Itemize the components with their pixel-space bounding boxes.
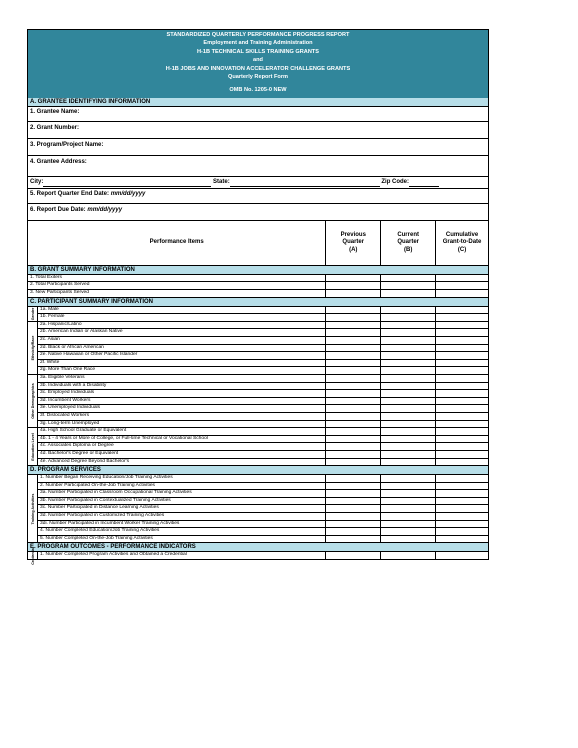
education-side-label: Education Level	[28, 428, 38, 465]
table-row	[38, 367, 488, 374]
current-quarter-cell[interactable]	[380, 459, 435, 466]
header-line: and	[253, 57, 263, 64]
previous-quarter-cell[interactable]	[325, 521, 380, 528]
previous-quarter-cell[interactable]	[325, 375, 380, 382]
row-label: 3f. Dislocated Workers	[40, 412, 90, 418]
previous-quarter-cell[interactable]	[325, 459, 380, 466]
row-label: 3a. Number Participated in Classroom Occupational Training Activities	[40, 490, 192, 496]
current-quarter-cell[interactable]	[380, 390, 435, 397]
table-row	[38, 398, 488, 406]
current-quarter-cell[interactable]	[380, 375, 435, 382]
cumulative-cell[interactable]	[435, 282, 488, 289]
report-due-value: mm/dd/yyyy	[87, 206, 123, 213]
row-label: 3d. Incumbent Workers	[40, 397, 91, 403]
table-row	[38, 536, 488, 543]
previous-quarter-cell[interactable]	[325, 536, 380, 543]
previous-quarter-cell[interactable]	[325, 428, 380, 435]
table-row	[38, 390, 488, 398]
previous-quarter-cell[interactable]	[325, 367, 380, 374]
cumulative-cell[interactable]	[435, 521, 488, 528]
current-quarter-cell[interactable]	[380, 490, 435, 497]
previous-quarter-cell[interactable]	[325, 322, 380, 329]
current-quarter-cell[interactable]	[380, 360, 435, 367]
section-c-title: C. PARTICIPANT SUMMARY INFORMATION	[27, 298, 489, 307]
cumulative-cell[interactable]	[435, 314, 488, 321]
cumulative-cell[interactable]	[435, 329, 488, 336]
previous-quarter-cell[interactable]	[325, 513, 380, 520]
performance-items-header: Performance Items	[149, 239, 204, 246]
zip-input[interactable]	[409, 180, 439, 187]
table-row	[38, 383, 488, 391]
previous-quarter-cell[interactable]	[325, 383, 380, 390]
gender-group	[27, 307, 489, 322]
table-row	[27, 290, 489, 298]
cumulative-cell[interactable]	[435, 528, 488, 535]
row-label: 2. Total Participants Served	[30, 282, 90, 288]
cumulative-cell[interactable]	[435, 360, 488, 367]
cumulative-cell[interactable]	[435, 383, 488, 390]
table-row	[38, 360, 488, 368]
previous-quarter-cell[interactable]	[325, 290, 380, 297]
current-quarter-cell[interactable]	[380, 436, 435, 443]
cumulative-cell[interactable]	[435, 498, 488, 505]
cumulative-cell[interactable]	[435, 375, 488, 382]
omb-number: OMB No. 1205-0 NEW	[229, 87, 287, 94]
city-label: City:	[30, 178, 44, 185]
credential-side-label: Credential	[28, 552, 38, 559]
current-quarter-cell[interactable]	[380, 282, 435, 289]
header-line: H-1B JOBS AND INNOVATION ACCELERATOR CHALLENGE GRANTS	[165, 65, 351, 72]
table-row	[38, 307, 488, 315]
previous-quarter-header: Previous Quarter (A)	[325, 221, 380, 265]
cumulative-cell[interactable]	[435, 513, 488, 520]
grantee-name-field[interactable]: 1. Grantee Name:	[27, 107, 489, 122]
section-e-title: E. PROGRAM OUTCOMES - PERFORMANCE INDICATORS	[27, 543, 489, 552]
row-label: 2d. Black or African American	[40, 344, 104, 350]
current-quarter-cell[interactable]	[380, 483, 435, 490]
grantee-address-field[interactable]: 4. Grantee Address:	[27, 156, 489, 177]
cumulative-cell[interactable]	[435, 451, 488, 458]
table-row	[38, 314, 488, 321]
report-quarter-label: 5. Report Quarter End Date:	[30, 190, 110, 197]
table-row	[38, 443, 488, 451]
ethnicity-group	[27, 322, 489, 375]
cumulative-cell[interactable]	[435, 421, 488, 428]
table-row	[38, 352, 488, 360]
cumulative-cell[interactable]	[435, 398, 488, 405]
state-label: State:	[213, 178, 230, 185]
training-side-label: Training Activities	[28, 475, 38, 542]
row-label: 3di. Number Participated in Incumbent Worker Training Activities	[40, 520, 180, 526]
table-row	[38, 451, 488, 459]
grant-number-field[interactable]: 2. Grant Number:	[27, 122, 489, 139]
cumulative-cell[interactable]	[435, 405, 488, 412]
current-quarter-cell[interactable]	[380, 367, 435, 374]
quarterly-report-form	[27, 29, 489, 565]
table-row	[38, 421, 488, 428]
city-state-zip-row	[27, 177, 489, 189]
previous-quarter-cell[interactable]	[325, 421, 380, 428]
row-label: 1. Total Exiters	[30, 274, 62, 280]
current-quarter-cell[interactable]	[380, 307, 435, 314]
cumulative-cell[interactable]	[435, 352, 488, 359]
current-quarter-cell[interactable]	[380, 337, 435, 344]
previous-quarter-cell[interactable]	[325, 390, 380, 397]
gender-side-label: Gender	[28, 307, 38, 321]
previous-quarter-cell[interactable]	[325, 552, 380, 559]
previous-quarter-cell[interactable]	[325, 475, 380, 482]
row-label: 4b. 1 - 4 Years or More of College, or Full-time Technical or Vocational School	[40, 435, 208, 441]
cumulative-cell[interactable]	[435, 337, 488, 344]
current-quarter-cell[interactable]	[380, 329, 435, 336]
row-label: 1a. Male	[40, 306, 59, 312]
cumulative-header: Cumulative Grant-to-Date (C)	[435, 221, 488, 265]
current-quarter-cell[interactable]	[380, 421, 435, 428]
education-group	[27, 428, 489, 466]
current-quarter-cell[interactable]	[380, 352, 435, 359]
cumulative-cell[interactable]	[435, 459, 488, 466]
ethnicity-side-label: Ethnicity/Race	[28, 322, 38, 374]
row-label: 4a. High School Graduate or Equivalent	[40, 428, 127, 434]
row-label: 3b. Individuals with a Disability	[40, 382, 107, 388]
zip-label: Zip Code:	[381, 178, 410, 185]
row-label: 2b. American Indian or Alaskan Native	[40, 329, 123, 335]
current-quarter-cell[interactable]	[380, 275, 435, 282]
cumulative-cell[interactable]	[435, 552, 488, 559]
previous-quarter-cell[interactable]	[325, 443, 380, 450]
table-row	[38, 428, 488, 436]
training-activities-group	[27, 475, 489, 543]
current-quarter-cell[interactable]	[380, 405, 435, 412]
previous-quarter-cell[interactable]	[325, 360, 380, 367]
section-b-title: B. GRANT SUMMARY INFORMATION	[27, 266, 489, 275]
section-d-title: D. PROGRAM SERVICES	[27, 466, 489, 475]
cumulative-cell[interactable]	[435, 443, 488, 450]
current-quarter-cell[interactable]	[380, 475, 435, 482]
current-quarter-cell[interactable]	[380, 322, 435, 329]
current-quarter-cell[interactable]	[380, 521, 435, 528]
cumulative-cell[interactable]	[435, 367, 488, 374]
current-quarter-cell[interactable]	[380, 345, 435, 352]
table-row	[38, 459, 488, 466]
row-label: 4d. Bachelor's Degree or Equivalent	[40, 450, 119, 456]
table-row	[38, 405, 488, 413]
row-label: 2e. Native Hawaiian or Other Pacific Islander	[40, 352, 138, 358]
cumulative-cell[interactable]	[435, 505, 488, 512]
cumulative-cell[interactable]	[435, 345, 488, 352]
other-demographics-side-label: Other Demographics	[28, 375, 38, 427]
current-quarter-cell[interactable]	[380, 451, 435, 458]
header-line: STANDARDIZED QUARTERLY PERFORMANCE PROGRESS REPORT	[166, 32, 350, 38]
table-row	[38, 475, 488, 483]
previous-quarter-cell[interactable]	[325, 436, 380, 443]
section-a-title: A. GRANTEE IDENTIFYING INFORMATION	[27, 98, 489, 107]
header-line: H-1B TECHNICAL SKILLS TRAINING GRANTS	[196, 48, 320, 55]
current-quarter-cell[interactable]	[380, 290, 435, 297]
state-input[interactable]	[230, 180, 380, 187]
cumulative-cell[interactable]	[435, 307, 488, 314]
table-row	[38, 552, 488, 559]
row-label: 3e. Unemployed Individuals	[40, 405, 101, 411]
previous-quarter-cell[interactable]	[325, 498, 380, 505]
current-quarter-cell[interactable]	[380, 383, 435, 390]
row-label: 2a. Hispanic/Latino	[40, 321, 82, 327]
previous-quarter-cell[interactable]	[325, 307, 380, 314]
table-row	[38, 513, 488, 521]
city-input[interactable]	[43, 180, 211, 187]
current-quarter-cell[interactable]	[380, 552, 435, 559]
previous-quarter-cell[interactable]	[325, 505, 380, 512]
cumulative-cell[interactable]	[435, 475, 488, 482]
current-quarter-cell[interactable]	[380, 443, 435, 450]
row-label: 4e. Advanced Degree Beyond Bachelor's	[40, 458, 130, 464]
program-name-field[interactable]: 3. Program/Project Name:	[27, 139, 489, 156]
row-label: 1b. Female	[40, 314, 65, 320]
column-headers	[27, 221, 489, 266]
row-label: 2g. More Than One Race	[40, 367, 96, 373]
row-label: 3. New Participants Served	[30, 290, 89, 296]
cumulative-cell[interactable]	[435, 428, 488, 435]
table-row	[38, 329, 488, 337]
header-line: Quarterly Report Form	[228, 74, 288, 81]
row-label: 3g. Long-term Unemployed	[40, 420, 100, 426]
current-quarter-cell[interactable]	[380, 513, 435, 520]
table-row	[38, 505, 488, 513]
previous-quarter-cell[interactable]	[325, 282, 380, 289]
current-quarter-cell[interactable]	[380, 428, 435, 435]
section-b-rows	[27, 275, 489, 298]
row-label: 1. Number Began Receiving Education/Job Training Activities	[40, 475, 173, 481]
row-label: 3d. Number Participated in Customized Training Activities	[40, 513, 165, 519]
previous-quarter-cell[interactable]	[325, 314, 380, 321]
previous-quarter-cell[interactable]	[325, 451, 380, 458]
current-quarter-cell[interactable]	[380, 536, 435, 543]
current-quarter-cell[interactable]	[380, 314, 435, 321]
current-quarter-cell[interactable]	[380, 498, 435, 505]
table-row	[27, 275, 489, 283]
report-due-label: 6. Report Due Date:	[30, 206, 86, 213]
table-row	[38, 337, 488, 345]
cumulative-cell[interactable]	[435, 275, 488, 282]
previous-quarter-cell[interactable]	[325, 352, 380, 359]
previous-quarter-cell[interactable]	[325, 490, 380, 497]
previous-quarter-cell[interactable]	[325, 329, 380, 336]
current-quarter-cell[interactable]	[380, 413, 435, 420]
table-row	[38, 375, 488, 383]
cumulative-cell[interactable]	[435, 390, 488, 397]
report-quarter-field[interactable]	[27, 189, 489, 204]
form-header	[27, 29, 489, 98]
cumulative-cell[interactable]	[435, 322, 488, 329]
cumulative-cell[interactable]	[435, 483, 488, 490]
row-label: 3c. Number Participated in Distance Learning Activities	[40, 505, 159, 511]
row-label: 3a. Eligible Veterans	[40, 374, 85, 380]
table-row	[27, 282, 489, 290]
other-demographics-group	[27, 375, 489, 428]
row-label: 4c. Associates Diploma or Degree	[40, 443, 114, 449]
previous-quarter-cell[interactable]	[325, 275, 380, 282]
row-label: 2c. Asian	[40, 337, 60, 342]
report-quarter-value: mm/dd/yyyy	[110, 190, 146, 197]
current-quarter-cell[interactable]	[380, 505, 435, 512]
previous-quarter-cell[interactable]	[325, 345, 380, 352]
previous-quarter-cell[interactable]	[325, 528, 380, 535]
row-label: 1. Number Completed Program Activities and Obtained a Credential	[40, 552, 187, 558]
previous-quarter-cell[interactable]	[325, 405, 380, 412]
cumulative-cell[interactable]	[435, 436, 488, 443]
row-label: 4. Number Completed Education/Job Training Activities	[40, 528, 160, 534]
table-row	[38, 413, 488, 421]
previous-quarter-cell[interactable]	[325, 483, 380, 490]
cumulative-cell[interactable]	[435, 413, 488, 420]
row-label: 3b. Number Participated in Contextualized Training Activities	[40, 497, 171, 503]
current-quarter-header: Current Quarter (B)	[380, 221, 435, 265]
previous-quarter-cell[interactable]	[325, 413, 380, 420]
previous-quarter-cell[interactable]	[325, 398, 380, 405]
row-label: 5. Number Completed On-the-Job Training Activities	[40, 535, 153, 541]
row-label: 2. Number Participated On-the-Job Training Activities	[40, 482, 155, 488]
cumulative-cell[interactable]	[435, 290, 488, 297]
cumulative-cell[interactable]	[435, 536, 488, 543]
header-line: Employment and Training Administration	[203, 40, 313, 47]
cumulative-cell[interactable]	[435, 490, 488, 497]
row-label: 2f. White	[40, 359, 60, 365]
table-row	[38, 528, 488, 536]
row-label: 3c. Employed Individuals	[40, 390, 95, 396]
previous-quarter-cell[interactable]	[325, 337, 380, 344]
report-due-field[interactable]	[27, 204, 489, 221]
current-quarter-cell[interactable]	[380, 528, 435, 535]
current-quarter-cell[interactable]	[380, 398, 435, 405]
table-row	[38, 490, 488, 498]
